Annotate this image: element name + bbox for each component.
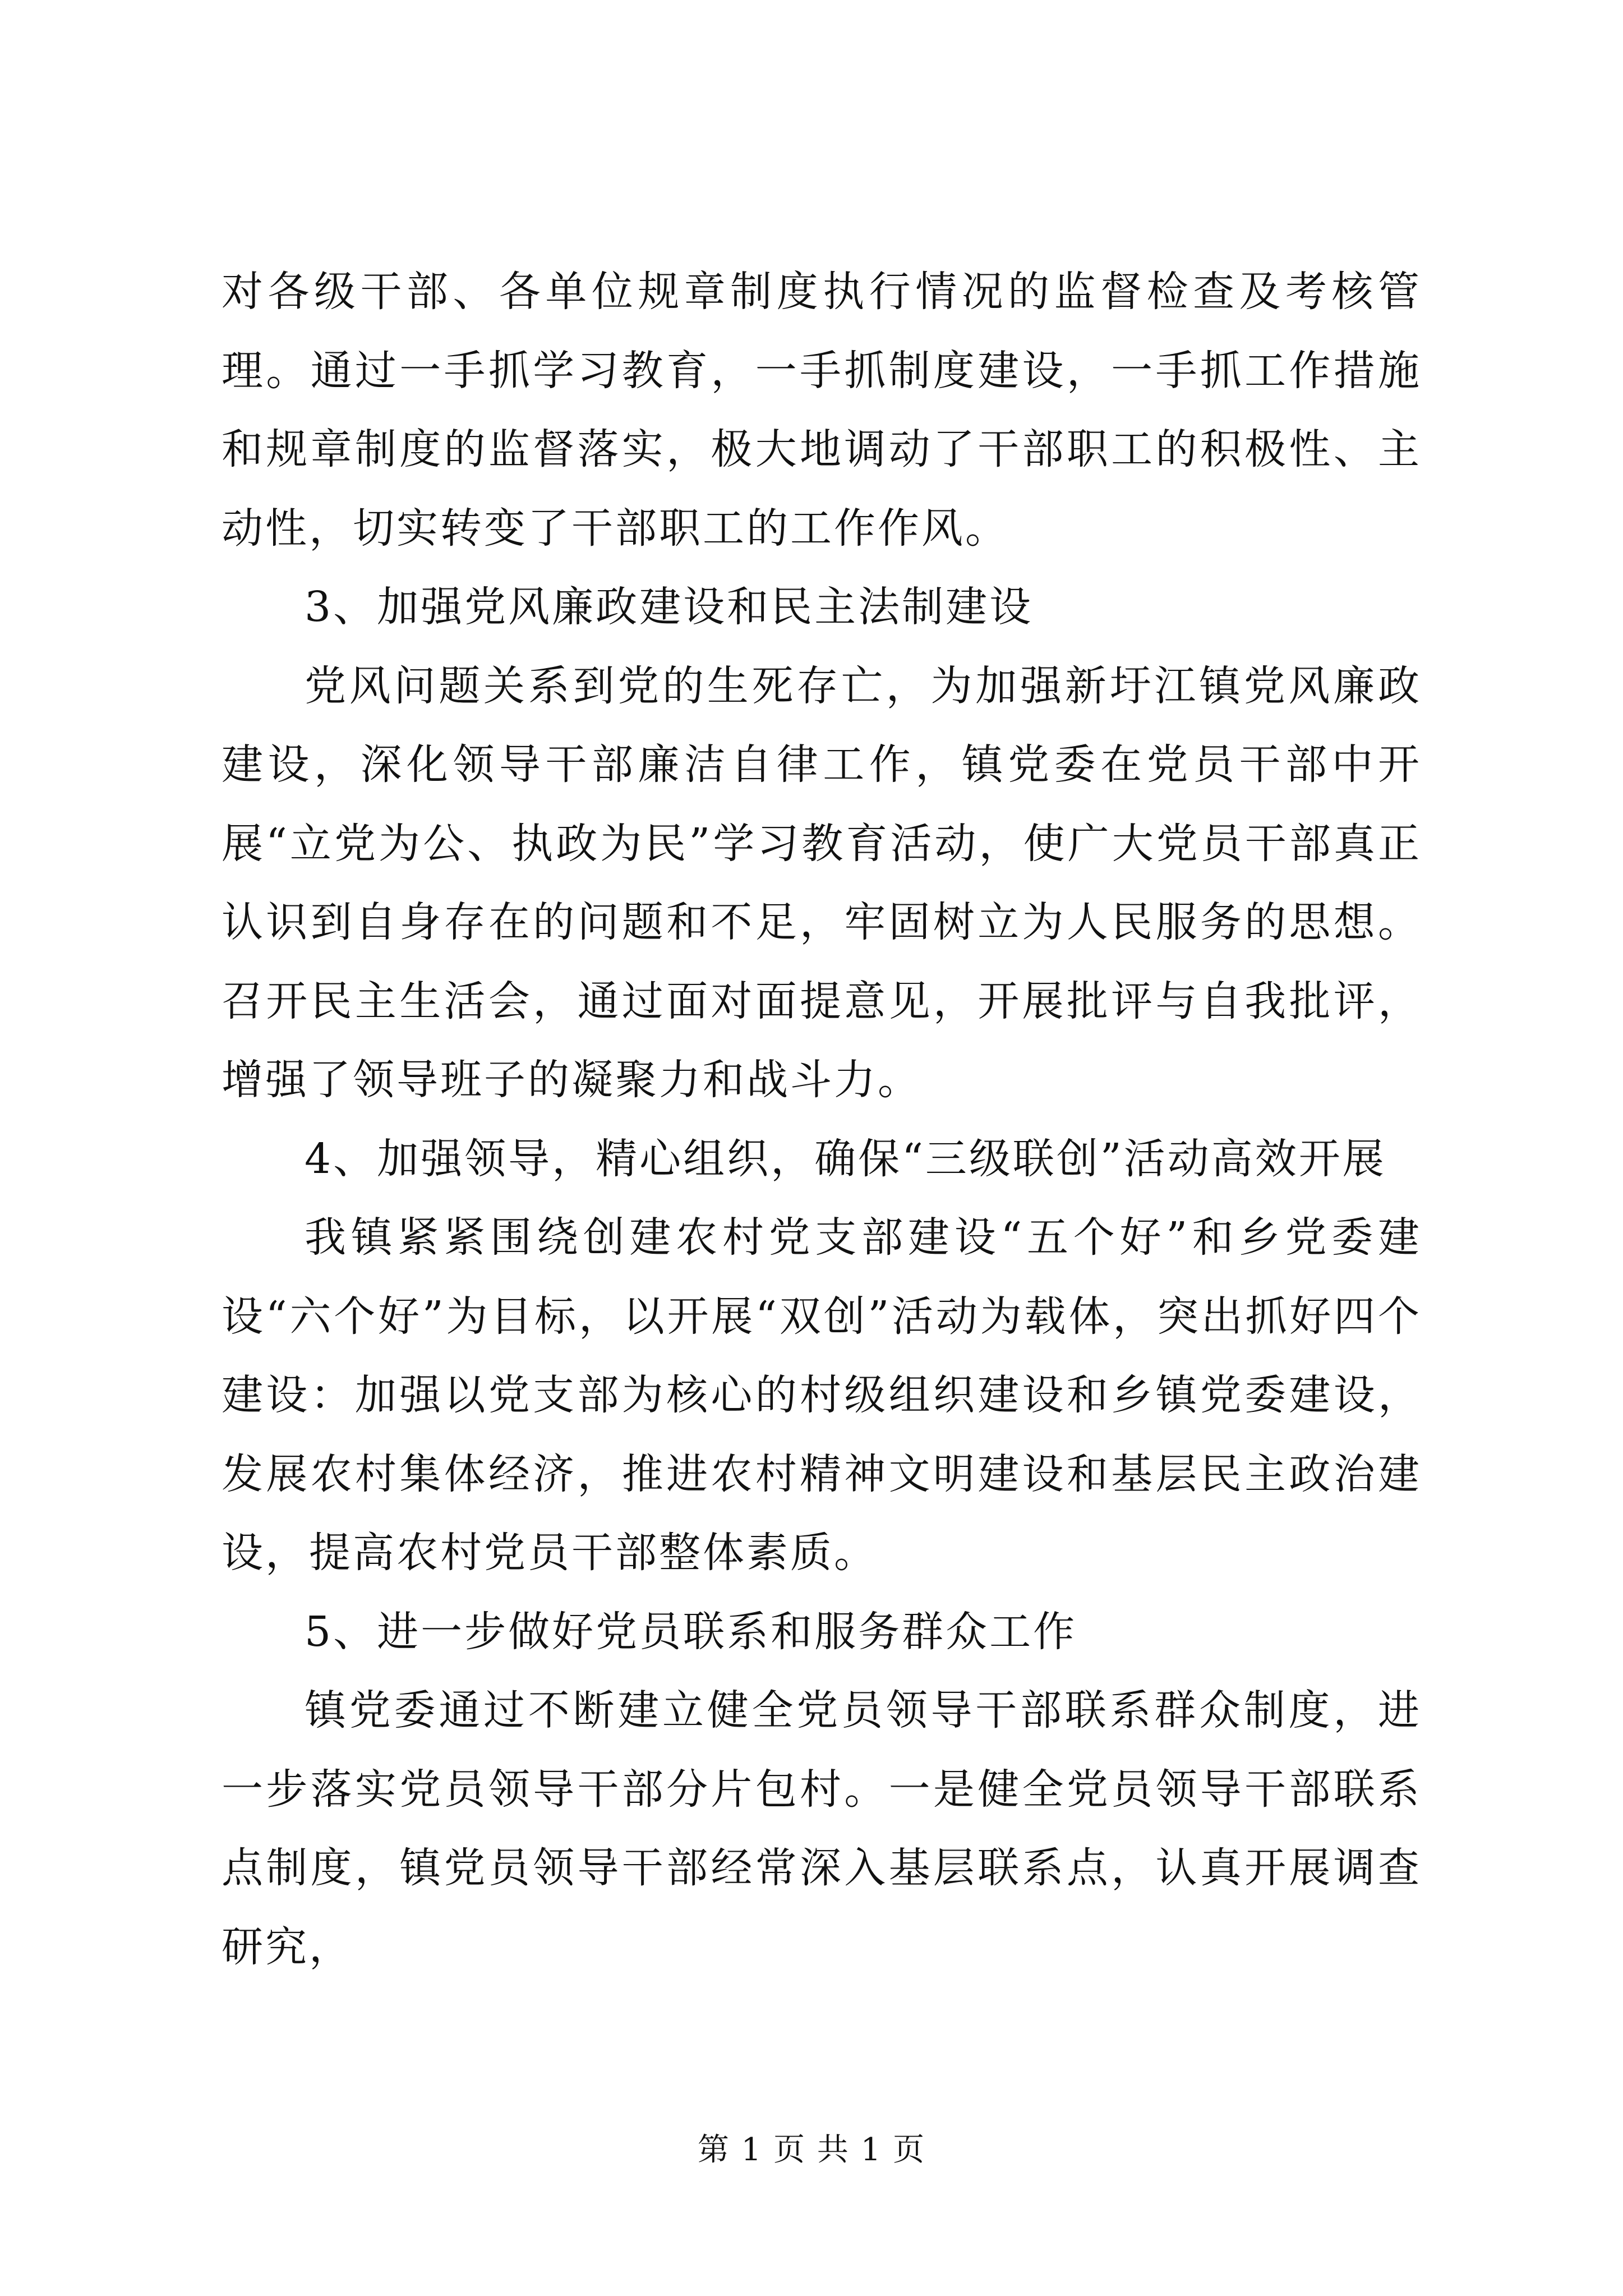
section-heading-4: 4、加强领导，精心组织，确保“三级联创”活动高效开展 xyxy=(305,1134,1386,1183)
paragraph-continuation: 对各级干部、各单位规章制度执行情况的监督检查及考核管理。通过一手抓学习教育，一手抓制度建设，一手抓工作措施和规章制度的监督落实，极大地调动了干部职工的积极性、主动性，切实转变了干部职工的工作作风。 xyxy=(222,268,1422,553)
paragraph-liaison: 镇党委通过不断建立健全党员领导干部联系群众制度，进一步落实党员领导干部分片包村。一是健全党员领导干部联系点制度，镇党员领导干部经常深入基层联系点，认真开展调查研究， xyxy=(222,1686,1422,1971)
paragraph-three-level: 我镇紧紧围绕创建农村党支部建设“五个好”和乡党委建设“六个好”为目标，以开展“双创”活动为载体，突出抓好四个建设：加强以党支部为核心的村级组织建设和乡镇党委建设，发展农村集体经济，推进农村精神文明建设和基层民主政治建设，提高农村党员干部整体素质。 xyxy=(222,1213,1422,1577)
section-heading-3: 3、加强党风廉政建设和民主法制建设 xyxy=(305,583,1034,631)
section-heading-5: 5、进一步做好党员联系和服务群众工作 xyxy=(305,1607,1077,1656)
document-body xyxy=(222,252,1422,1986)
paragraph-party-conduct: 党风问题关系到党的生死存亡，为加强新圩江镇党风廉政建设，深化领导干部廉洁自律工作，镇党委在党员干部中开展“立党为公、执政为民”学习教育活动，使广大党员干部真正认识到自身存在的问题和不足，牢固树立为人民服务的思想。召开民主生活会，通过面对面提意见，开展批评与自我批评，增强了领导班子的凝聚力和战斗力。 xyxy=(222,661,1422,1104)
page-footer: 第 1 页 共 1 页 xyxy=(697,2132,926,2168)
